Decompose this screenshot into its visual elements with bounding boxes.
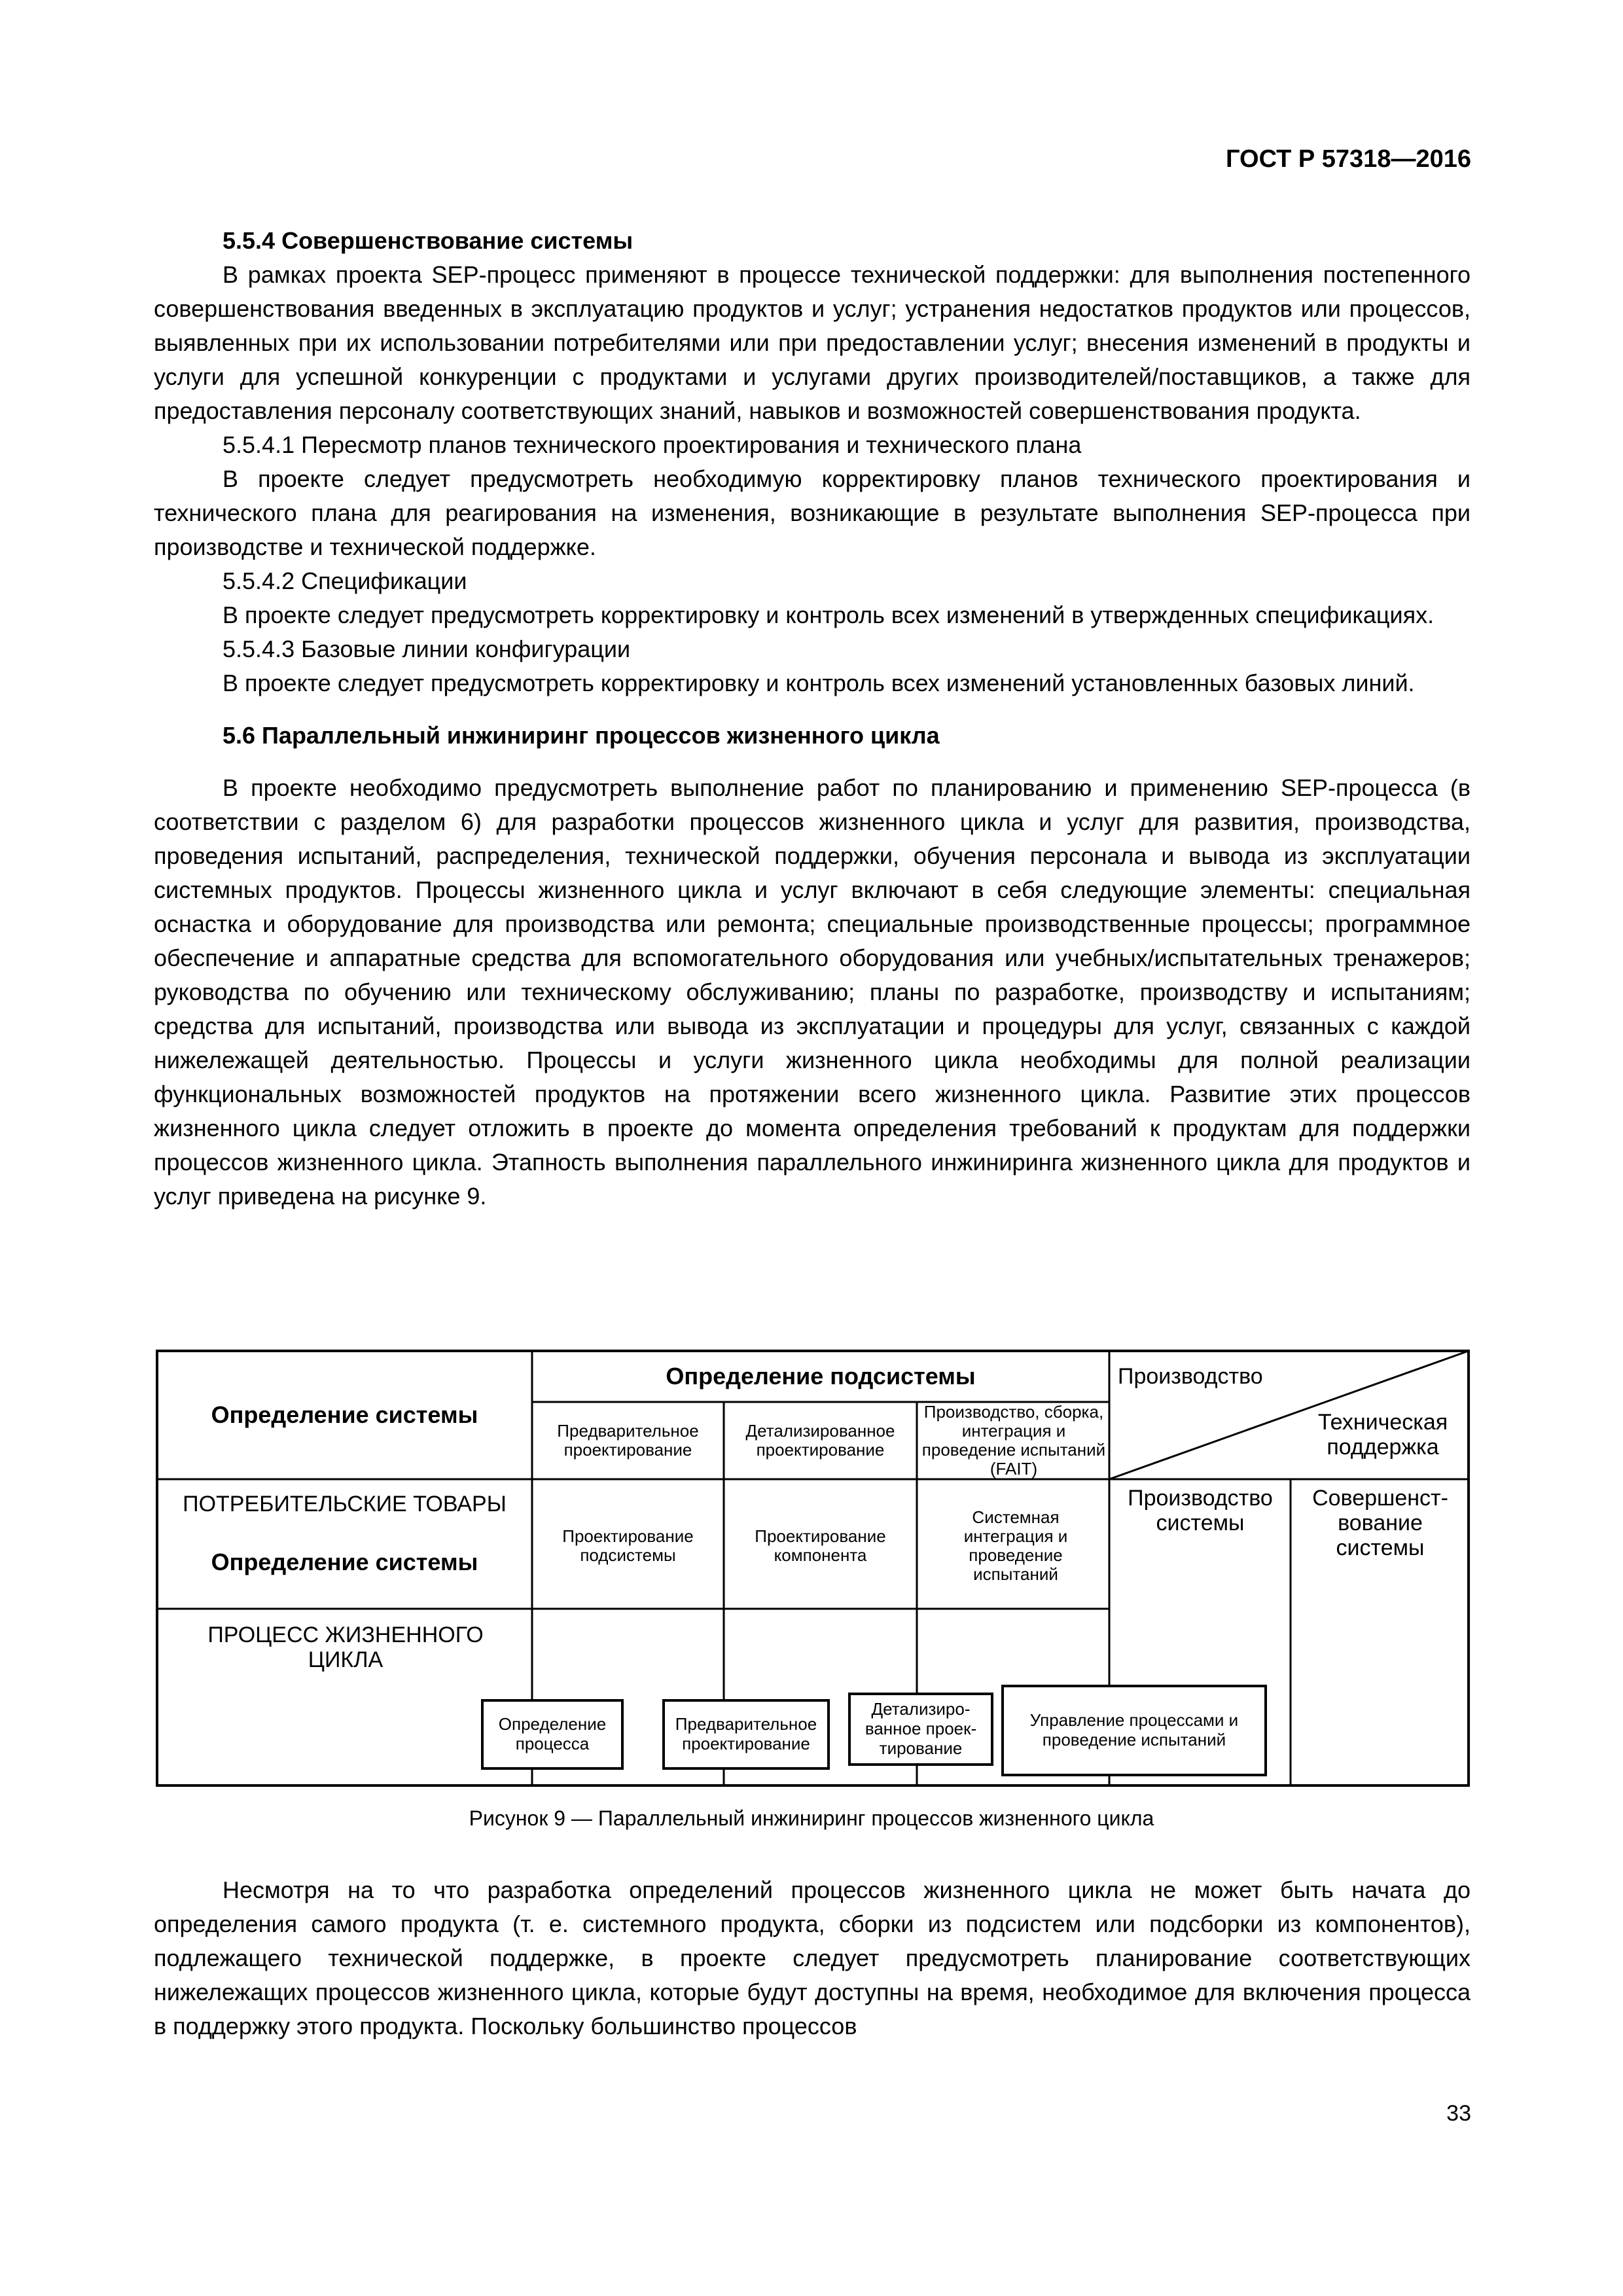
figure-lifecycle-diagram [156,1350,1470,1787]
page-number: 33 [1446,2101,1471,2126]
subsection-title: 5.5.4.3 Базовые линии конфигурации [223,636,631,662]
cell-component-design: Проектирование компонента [755,1526,886,1565]
header-tech-support: Техническая поддержка [1317,1409,1448,1460]
document-standard-code: ГОСТ Р 57318—2016 [1226,145,1471,173]
subsection-title: 5.5.4.2 Спецификации [223,567,467,594]
cell-system-improvement: Совершенст-вование системы [1312,1486,1448,1561]
paragraph: В проекте необходимо предусмотреть выполнение работ по планированию и применению SEP-процесса (в соответствии с разделом 6) для разработки процессов жизненного цикла и услуг для развития, производства, проведения испытаний, распределения, технической поддержки, обучения персонала и вывода из эксплуатации системных продуктов. Процессы жизненного цикла и услуг включают в себя следующие элементы: специальная оснастка и оборудование для производства или ремонта; специальные производственные процессы; программное обеспечение и аппаратные средства для вспомогательного оборудования или учебных/испытательных тренажеров; руководства по обучению или техническому обслуживанию; планы по разработке, производству и испытаниям; средства для испытаний, производства или вывода из эксплуатации и процедуры для услуг, связанных с каждой нижележащей деятельностью. Процессы и услуги жизненного цикла необходимы для полной реализации функциональных возможностей продуктов на протяжении всего жизненного цикла. Развитие этих процессов жизненного цикла следует отложить в проекте до момента определения требований к продуктам для поддержки процессов жизненного цикла. Этапность выполнения параллельного инжиниринга жизненного цикла для продуктов и услуг приведена на рисунке 9. [154,774,1471,1210]
header-fait: Производство, сборка, интеграция и проведение испытаний (FAIT) [921,1401,1106,1479]
header-detailed-design: Детализированное проектирование [745,1420,895,1460]
header-production: Производство [1118,1363,1263,1389]
header-system-definition: Определение системы [211,1401,478,1428]
row-consumer-goods: ПОТРЕБИТЕЛЬСКИЕ ТОВАРЫ [183,1491,507,1516]
row-lifecycle-process: ПРОЦЕСС ЖИЗНЕННОГО ЦИКЛА [207,1622,484,1672]
box-process-definition: Определение процесса [481,1699,624,1770]
cell-subsystem-design: Проектирование подсистемы [562,1526,694,1565]
cell-system-production: Производство системы [1128,1486,1273,1536]
subsection-title: 5.5.4.1 Пересмотр планов технического проектирования и технического плана [223,431,1082,458]
paragraph: В проекте следует предусмотреть необходимую корректировку планов технического проектирования и технического плана для реагирования на изменения, возникающие в результате выполнения SEP-процесса при производстве и технической поддержке. [154,465,1471,560]
paragraph: В проекте следует предусмотреть корректировку и контроль всех изменений установленных базовых линий. [223,670,1415,696]
cell-system-integration: Системная интеграция и проведение испытаний [963,1507,1068,1585]
header-subsystem-definition: Определение подсистемы [666,1362,976,1390]
figure-caption: Рисунок 9 — Параллельный инжиниринг процессов жизненного цикла [469,1806,1154,1830]
paragraph: Несмотря на то что разработка определений процессов жизненного цикла не может быть начата до определения самого продукта (т. е. системного продукта, сборки из подсистем или подсборки из компонентов), подлежащего технической поддержке, в проекте следует предусмотреть планирование соответствующих нижележащих процессов жизненного цикла, которые будут доступны на время, необходимое для включения процесса в поддержку этого продукта. Поскольку большинство процессов [154,1876,1471,2039]
box-process-management: Управление процессами и проведение испытаний [1001,1685,1267,1776]
after-figure-text [154,1873,1471,2043]
box-preliminary-design: Предварительное проектирование [662,1699,830,1770]
row-system-definition: Определение системы [211,1548,478,1575]
section-title: 5.6 Параллельный инжиниринг процессов жизненного цикла [223,722,940,749]
paragraph: В проекте следует предусмотреть корректировку и контроль всех изменений в утвержденных спецификациях. [223,601,1435,628]
header-preliminary-design: Предварительное проектирование [557,1420,699,1460]
section-5-5-4 [154,224,1471,1213]
box-detailed-design: Детализиро-ванное проек-тирование [848,1693,993,1766]
section-title: 5.5.4 Совершенствование системы [223,227,633,254]
paragraph: В рамках проекта SEP-процесс применяют в процессе технической поддержки: для выполнения постепенного совершенствования введенных в эксплуатацию продуктов и услуг; устранения недостатков продуктов или процессов, выявленных при их использовании потребителями или при предоставлении услуг; внесения изменений в продукты и услуги для успешной конкуренции с продуктами и услугами других производителей/поставщиков, а также для предоставления персоналу соответствующих знаний, навыков и возможностей совершенствования продукта. [154,261,1471,424]
